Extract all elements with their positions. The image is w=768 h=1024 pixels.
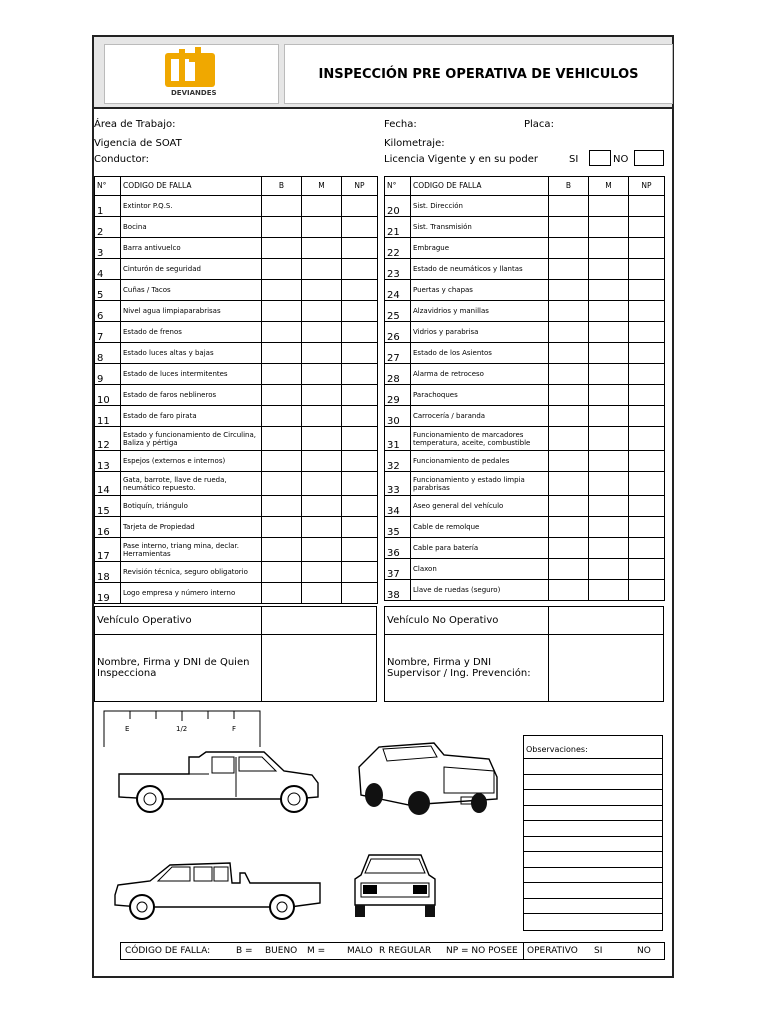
right-checklist-table [384, 176, 665, 601]
item-label: Embrague [411, 238, 549, 259]
check-np[interactable] [342, 217, 378, 238]
check-np[interactable] [342, 517, 378, 538]
no-checkbox[interactable] [634, 150, 664, 166]
table-row [95, 385, 378, 406]
check-b[interactable] [262, 451, 302, 472]
item-number: 25 [385, 301, 411, 322]
table-row [95, 562, 378, 583]
table-row [385, 385, 665, 406]
check-np[interactable] [342, 562, 378, 583]
item-label: Revisión técnica, seguro obligatorio [121, 562, 262, 583]
check-m[interactable] [589, 259, 629, 280]
check-np[interactable] [342, 583, 378, 604]
item-number: 18 [95, 562, 121, 583]
check-b[interactable] [549, 217, 589, 238]
check-np[interactable] [342, 196, 378, 217]
observaciones-line[interactable] [524, 805, 662, 806]
legend-no[interactable]: NO [637, 946, 651, 956]
check-np[interactable] [342, 427, 378, 451]
item-label: Alzavidrios y manillas [411, 301, 549, 322]
check-np[interactable] [629, 472, 665, 496]
item-number: 14 [95, 472, 121, 496]
check-np[interactable] [629, 364, 665, 385]
item-label: Cable de remolque [411, 517, 549, 538]
table-row [95, 538, 378, 562]
check-m[interactable] [589, 580, 629, 601]
item-label: Tarjeta de Propiedad [121, 517, 262, 538]
check-np[interactable] [629, 217, 665, 238]
item-number: 4 [95, 259, 121, 280]
check-b[interactable] [262, 343, 302, 364]
check-m[interactable] [302, 451, 342, 472]
observaciones-line[interactable] [524, 774, 662, 775]
item-number: 36 [385, 538, 411, 559]
check-np[interactable] [629, 385, 665, 406]
check-m[interactable] [589, 517, 629, 538]
item-number: 3 [95, 238, 121, 259]
table-row [95, 364, 378, 385]
table-row [95, 517, 378, 538]
table-row [385, 559, 665, 580]
item-number: 8 [95, 343, 121, 364]
conductor-label: Conductor: [94, 154, 149, 165]
check-m[interactable] [302, 280, 342, 301]
check-b[interactable] [549, 343, 589, 364]
operativo-input[interactable] [263, 608, 375, 633]
truck-rear-view-icon [349, 737, 509, 817]
table-row [95, 238, 378, 259]
check-m[interactable] [589, 238, 629, 259]
observaciones-label: Observaciones: [526, 745, 588, 754]
item-label: Estado de neumáticos y llantas [411, 259, 549, 280]
item-number: 22 [385, 238, 411, 259]
item-label: Sist. Transmisión [411, 217, 549, 238]
check-m[interactable] [589, 472, 629, 496]
item-label: Bocina [121, 217, 262, 238]
check-m[interactable] [302, 217, 342, 238]
table-row [385, 301, 665, 322]
item-label: Logo empresa y número interno [121, 583, 262, 604]
observaciones-line[interactable] [524, 882, 662, 883]
observaciones-line[interactable] [524, 758, 662, 759]
check-b[interactable] [549, 259, 589, 280]
table-row [385, 196, 665, 217]
legend-r: R REGULAR [379, 946, 432, 956]
table-row [95, 583, 378, 604]
item-label: Claxon [411, 559, 549, 580]
check-m[interactable] [302, 259, 342, 280]
item-label: Estado y funcionamiento de Circulina, Baliza y pértiga [121, 427, 262, 451]
check-np[interactable] [342, 538, 378, 562]
check-m[interactable] [589, 364, 629, 385]
check-b[interactable] [262, 217, 302, 238]
check-m[interactable] [589, 538, 629, 559]
header-m: M [589, 177, 629, 196]
check-m[interactable] [589, 322, 629, 343]
legend-m: M = [307, 946, 326, 956]
item-number: 31 [385, 427, 411, 451]
item-number: 7 [95, 322, 121, 343]
check-np[interactable] [629, 406, 665, 427]
item-number: 34 [385, 496, 411, 517]
item-number: 20 [385, 196, 411, 217]
item-number: 9 [95, 364, 121, 385]
table-row [385, 259, 665, 280]
check-b[interactable] [262, 562, 302, 583]
item-number: 30 [385, 406, 411, 427]
check-np[interactable] [629, 451, 665, 472]
check-m[interactable] [302, 322, 342, 343]
item-label: Funcionamiento de marcadores temperatura, aceite, combustible [411, 427, 549, 451]
legend-si[interactable]: SI [594, 946, 603, 956]
vehiculo-no-operativo-label: Vehículo No Operativo [387, 615, 499, 626]
item-label: Cinturón de seguridad [121, 259, 262, 280]
check-np[interactable] [629, 496, 665, 517]
gauge-f: F [232, 725, 237, 733]
table-row [385, 322, 665, 343]
table-row [385, 364, 665, 385]
legend-bar [120, 942, 665, 960]
check-m[interactable] [589, 280, 629, 301]
licencia-label: Licencia Vigente y en su poder [384, 154, 538, 165]
table-row [385, 496, 665, 517]
check-np[interactable] [629, 322, 665, 343]
legend-operativo: OPERATIVO [527, 946, 578, 956]
check-np[interactable] [342, 343, 378, 364]
check-m[interactable] [302, 583, 342, 604]
check-b[interactable] [549, 427, 589, 451]
truck-side-view-icon [114, 749, 324, 819]
table-row [385, 406, 665, 427]
check-b[interactable] [549, 559, 589, 580]
item-number: 33 [385, 472, 411, 496]
item-number: 6 [95, 301, 121, 322]
observaciones-line[interactable] [524, 898, 662, 899]
observaciones-line[interactable] [524, 913, 662, 914]
truck-double-cab-icon [110, 857, 325, 927]
check-b[interactable] [262, 517, 302, 538]
supervisor-signature-field[interactable] [550, 636, 662, 700]
check-m[interactable] [589, 196, 629, 217]
table-row [95, 259, 378, 280]
item-number: 23 [385, 259, 411, 280]
item-number: 2 [95, 217, 121, 238]
table-row [385, 517, 665, 538]
check-b[interactable] [262, 472, 302, 496]
item-label: Barra antivuelco [121, 238, 262, 259]
fecha-label: Fecha: [384, 119, 417, 130]
check-m[interactable] [589, 559, 629, 580]
check-b[interactable] [262, 583, 302, 604]
item-number: 15 [95, 496, 121, 517]
soat-label: Vigencia de SOAT [94, 138, 182, 149]
check-np[interactable] [342, 322, 378, 343]
table-row [385, 238, 665, 259]
item-label: Llave de ruedas (seguro) [411, 580, 549, 601]
header-np: NP [342, 177, 378, 196]
table-row [385, 343, 665, 364]
check-b[interactable] [549, 385, 589, 406]
placa-label: Placa: [524, 119, 554, 130]
item-number: 5 [95, 280, 121, 301]
check-b[interactable] [549, 517, 589, 538]
check-b[interactable] [549, 580, 589, 601]
check-m[interactable] [302, 517, 342, 538]
item-label: Cuñas / Tacos [121, 280, 262, 301]
header-n: N° [95, 177, 121, 196]
check-b[interactable] [262, 259, 302, 280]
item-number: 19 [95, 583, 121, 604]
si-label: SI [569, 154, 579, 165]
table-row [385, 580, 665, 601]
item-label: Carrocería / baranda [411, 406, 549, 427]
observaciones-line[interactable] [524, 836, 662, 837]
observaciones-box[interactable] [523, 735, 663, 931]
item-number: 28 [385, 364, 411, 385]
table-row [95, 451, 378, 472]
item-number: 29 [385, 385, 411, 406]
check-np[interactable] [342, 301, 378, 322]
item-number: 11 [95, 406, 121, 427]
item-label: Gata, barrote, llave de rueda, neumático repuesto. [121, 472, 262, 496]
check-b[interactable] [262, 406, 302, 427]
table-row [385, 280, 665, 301]
table-row [95, 280, 378, 301]
left-checklist-table [94, 176, 378, 604]
item-number: 32 [385, 451, 411, 472]
check-b[interactable] [549, 322, 589, 343]
check-np[interactable] [342, 451, 378, 472]
check-m[interactable] [302, 496, 342, 517]
check-b[interactable] [549, 196, 589, 217]
legend-bueno: BUENO [265, 946, 298, 956]
table-header-row [95, 177, 378, 196]
check-b[interactable] [262, 322, 302, 343]
check-m[interactable] [302, 343, 342, 364]
observaciones-line[interactable] [524, 789, 662, 790]
legend-malo: MALO [347, 946, 373, 956]
item-number: 21 [385, 217, 411, 238]
item-label: Estado de frenos [121, 322, 262, 343]
check-b[interactable] [262, 196, 302, 217]
check-m[interactable] [589, 451, 629, 472]
item-number: 1 [95, 196, 121, 217]
check-m[interactable] [589, 385, 629, 406]
check-b[interactable] [262, 538, 302, 562]
check-b[interactable] [549, 238, 589, 259]
table-row [95, 472, 378, 496]
header-band [94, 37, 672, 109]
check-np[interactable] [342, 364, 378, 385]
gauge-half: 1/2 [176, 725, 188, 733]
table-row [95, 196, 378, 217]
header-b: B [262, 177, 302, 196]
item-label: Parachoques [411, 385, 549, 406]
logo [104, 44, 279, 104]
check-np[interactable] [342, 259, 378, 280]
observaciones-line[interactable] [524, 820, 662, 821]
check-b[interactable] [549, 538, 589, 559]
check-m[interactable] [302, 472, 342, 496]
check-b[interactable] [262, 280, 302, 301]
item-number: 10 [95, 385, 121, 406]
check-b[interactable] [262, 496, 302, 517]
item-label: Estado luces altas y bajas [121, 343, 262, 364]
si-checkbox[interactable] [589, 150, 611, 166]
supervisor-label: Nombre, Firma y DNI Supervisor / Ing. Prevención: [387, 657, 531, 679]
header-m: M [302, 177, 342, 196]
check-m[interactable] [302, 196, 342, 217]
item-label: Espejos (externos e internos) [121, 451, 262, 472]
inspecciona-signature-field[interactable] [263, 636, 375, 700]
check-np[interactable] [629, 238, 665, 259]
truck-front-view-icon [349, 847, 444, 922]
table-row [385, 427, 665, 451]
table-row [95, 406, 378, 427]
item-label: Estado de los Asientos [411, 343, 549, 364]
check-b[interactable] [549, 496, 589, 517]
check-m[interactable] [589, 496, 629, 517]
header-n: N° [385, 177, 411, 196]
table-header-row [385, 177, 665, 196]
item-label: Puertas y chapas [411, 280, 549, 301]
header-np: NP [629, 177, 665, 196]
item-number: 35 [385, 517, 411, 538]
item-label: Cable para batería [411, 538, 549, 559]
table-row [95, 427, 378, 451]
check-m[interactable] [302, 427, 342, 451]
table-row [385, 217, 665, 238]
no-operativo-input[interactable] [550, 608, 662, 633]
check-np[interactable] [342, 406, 378, 427]
check-b[interactable] [549, 451, 589, 472]
check-b[interactable] [262, 238, 302, 259]
check-m[interactable] [302, 406, 342, 427]
check-m[interactable] [302, 238, 342, 259]
area-label: Área de Trabajo: [94, 119, 176, 130]
check-b[interactable] [549, 406, 589, 427]
table-row [385, 451, 665, 472]
item-label: Funcionamiento de pedales [411, 451, 549, 472]
check-np[interactable] [629, 559, 665, 580]
no-label: NO [613, 154, 629, 165]
check-b[interactable] [549, 301, 589, 322]
item-number: 13 [95, 451, 121, 472]
left-footer [94, 606, 377, 702]
right-footer [384, 606, 664, 702]
check-m[interactable] [302, 385, 342, 406]
check-m[interactable] [302, 562, 342, 583]
check-np[interactable] [629, 280, 665, 301]
check-m[interactable] [589, 217, 629, 238]
item-label: Aseo general del vehículo [411, 496, 549, 517]
check-b[interactable] [549, 472, 589, 496]
item-number: 24 [385, 280, 411, 301]
item-label: Estado de luces intermitentes [121, 364, 262, 385]
check-b[interactable] [262, 364, 302, 385]
check-np[interactable] [342, 496, 378, 517]
legend-codigo: CÓDIGO DE FALLA: [125, 946, 211, 956]
check-np[interactable] [342, 280, 378, 301]
table-row [385, 472, 665, 496]
item-label: Botiquín, triángulo [121, 496, 262, 517]
item-number: 27 [385, 343, 411, 364]
check-b[interactable] [262, 385, 302, 406]
check-m[interactable] [302, 364, 342, 385]
page-title: INSPECCIÓN PRE OPERATIVA DE VEHICULOS [284, 44, 673, 104]
check-np[interactable] [629, 343, 665, 364]
item-label: Nivel agua limpiaparabrisas [121, 301, 262, 322]
check-np[interactable] [342, 472, 378, 496]
observaciones-line[interactable] [524, 851, 662, 852]
check-np[interactable] [629, 196, 665, 217]
check-np[interactable] [629, 301, 665, 322]
check-np[interactable] [629, 538, 665, 559]
vehiculo-operativo-label: Vehículo Operativo [97, 615, 192, 626]
check-m[interactable] [589, 406, 629, 427]
table-row [385, 538, 665, 559]
check-m[interactable] [302, 301, 342, 322]
check-b[interactable] [549, 280, 589, 301]
check-np[interactable] [629, 580, 665, 601]
check-b[interactable] [262, 301, 302, 322]
check-b[interactable] [262, 427, 302, 451]
item-number: 17 [95, 538, 121, 562]
table-row [95, 322, 378, 343]
check-b[interactable] [549, 364, 589, 385]
legend-np: NP = NO POSEE [446, 946, 518, 956]
observaciones-line[interactable] [524, 867, 662, 868]
check-m[interactable] [302, 538, 342, 562]
check-np[interactable] [629, 517, 665, 538]
item-number: 26 [385, 322, 411, 343]
item-number: 38 [385, 580, 411, 601]
item-label: Sist. Dirección [411, 196, 549, 217]
check-m[interactable] [589, 427, 629, 451]
item-number: 16 [95, 517, 121, 538]
check-np[interactable] [629, 259, 665, 280]
item-label: Alarma de retroceso [411, 364, 549, 385]
header-codigo: CODIGO DE FALLA [411, 177, 549, 196]
item-label: Estado de faro pirata [121, 406, 262, 427]
inspection-sheet [92, 35, 674, 978]
check-m[interactable] [589, 301, 629, 322]
table-row [95, 301, 378, 322]
check-m[interactable] [589, 343, 629, 364]
item-label: Pase interno, triang mina, declar. Herramientas [121, 538, 262, 562]
logo-text: DEVIANDES [171, 89, 217, 97]
item-number: 12 [95, 427, 121, 451]
check-np[interactable] [342, 385, 378, 406]
check-np[interactable] [629, 427, 665, 451]
header-b: B [549, 177, 589, 196]
km-label: Kilometraje: [384, 138, 445, 149]
table-row [95, 496, 378, 517]
item-label: Extintor P.Q.S. [121, 196, 262, 217]
item-label: Vidrios y parabrisa [411, 322, 549, 343]
item-number: 37 [385, 559, 411, 580]
inspecciona-label: Nombre, Firma y DNI de Quien Inspecciona [97, 657, 250, 679]
check-np[interactable] [342, 238, 378, 259]
item-label: Estado de faros neblineros [121, 385, 262, 406]
legend-b: B = [236, 946, 253, 956]
table-row [95, 217, 378, 238]
table-row [95, 343, 378, 364]
item-label: Funcionamiento y estado limpia parabrisas [411, 472, 549, 496]
gauge-e: E [125, 725, 130, 733]
header-codigo: CODIGO DE FALLA [121, 177, 262, 196]
